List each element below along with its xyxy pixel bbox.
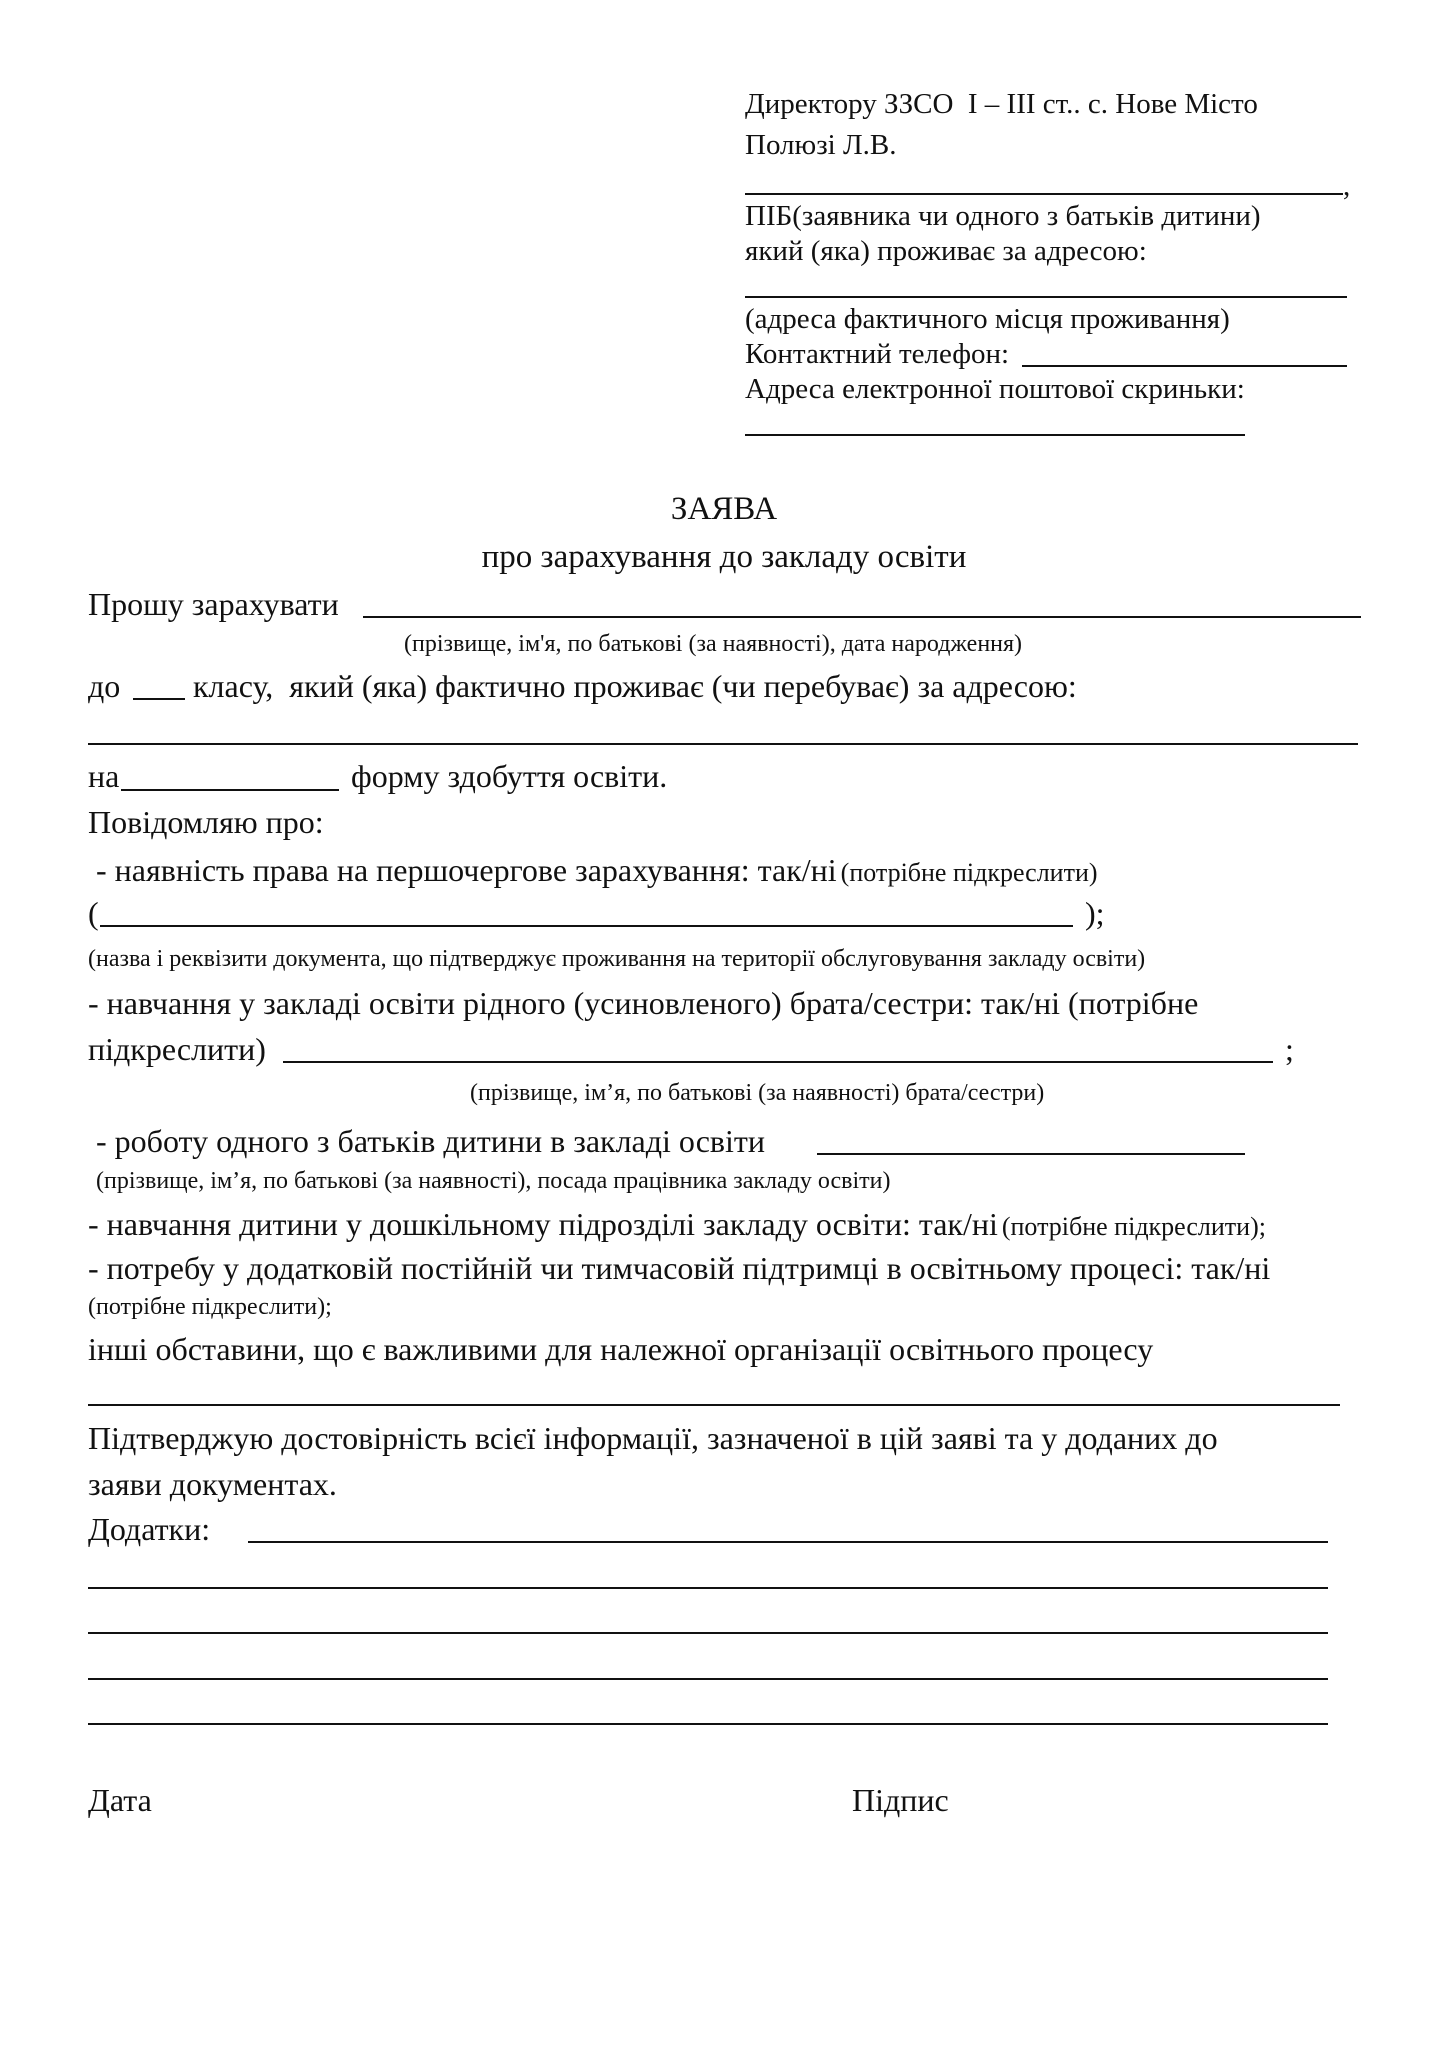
applicant-name-hint: ПІБ(заявника чи одного з батьків дитини) <box>745 200 1261 232</box>
date-label: Дата <box>88 1782 152 1818</box>
priority-document-hint: (назва і реквізити документа, що підтверджує проживання на території обслуговування закладу освіти) <box>88 946 1146 972</box>
confirm-line1: Підтверджую достовірність всієї інформації, зазначеної в цій заяві та у доданих до <box>88 1420 1218 1456</box>
study-prefix: на <box>88 758 120 794</box>
class-prefix: до <box>88 668 121 704</box>
child-address-field[interactable] <box>88 743 1358 745</box>
support-note: (потрібне підкреслити); <box>88 1294 332 1320</box>
confirm-line2: заяви документах. <box>88 1466 337 1502</box>
doc-close-paren: ); <box>1085 895 1105 931</box>
header-recipient-line2: Полюзі Л.В. <box>745 129 897 161</box>
phone-field[interactable] <box>1022 365 1347 367</box>
priority-note: (потрібне підкреслити) <box>840 858 1098 887</box>
header-recipient-line1: Директору ЗЗСО І – ІІІ ст.. с. Нове Місто <box>745 88 1258 120</box>
applicant-address-field[interactable] <box>745 296 1347 298</box>
other-circumstances-text: інші обставини, що є важливими для належної організації освітнього процесу <box>88 1331 1154 1367</box>
signature-label: Підпис <box>852 1782 949 1818</box>
address-hint: (адреса фактичного місця проживання) <box>745 303 1230 335</box>
parent-work-field[interactable] <box>817 1153 1245 1155</box>
attachments-field-4[interactable] <box>88 1678 1328 1680</box>
document-subtitle: про зарахування до закладу освіти <box>481 539 967 575</box>
child-name-hint: (прізвище, ім'я, по батькові (за наявності), дата народження) <box>404 631 1023 657</box>
sibling-line2: підкреслити) <box>88 1031 266 1067</box>
class-suffix: класу, який (яка) фактично проживає (чи перебуває) за адресою: <box>193 668 1077 704</box>
priority-line <box>88 852 1098 889</box>
preschool-line <box>88 1206 1266 1243</box>
attachments-field-3[interactable] <box>88 1632 1328 1634</box>
sibling-hint: (прізвище, ім’я, по батькові (за наявності) брата/сестри) <box>470 1080 1045 1106</box>
study-form-field[interactable] <box>121 789 339 791</box>
preschool-text: - навчання дитини у дошкільному підрозділі закладу освіти: так/ні <box>88 1206 998 1242</box>
sibling-end: ; <box>1285 1031 1294 1067</box>
email-label: Адреса електронної поштової скриньки: <box>745 373 1245 405</box>
sibling-name-field[interactable] <box>283 1061 1273 1063</box>
support-text: - потребу у додатковій постійній чи тимчасовій підтримці в освітньому процесі: так/ні <box>88 1250 1271 1286</box>
study-suffix: форму здобуття освіти. <box>351 758 668 794</box>
address-intro: який (яка) проживає за адресою: <box>745 235 1147 267</box>
applicant-name-field[interactable] <box>745 193 1343 195</box>
document-title: ЗАЯВА <box>670 491 778 527</box>
attachments-field-1[interactable] <box>248 1541 1328 1543</box>
preschool-note: (потрібне підкреслити); <box>1001 1212 1266 1241</box>
notify-heading: Повідомляю про: <box>88 804 324 840</box>
class-number-field[interactable] <box>133 698 185 700</box>
priority-text: - наявність права на першочергове зарахування: так/ні <box>88 852 837 888</box>
enroll-label: Прошу зарахувати <box>88 586 339 622</box>
priority-document-field[interactable] <box>100 925 1073 927</box>
attachments-field-2[interactable] <box>88 1587 1328 1589</box>
phone-label: Контактний телефон: <box>745 338 1010 370</box>
parent-work-text: - роботу одного з батьків дитини в закладі освіти <box>88 1123 766 1159</box>
attachments-field-5[interactable] <box>88 1723 1328 1725</box>
header-name-comma: , <box>1343 170 1351 202</box>
sibling-line1: - навчання у закладі освіти рідного (усиновленого) брата/сестри: так/ні (потрібне <box>88 985 1199 1021</box>
attachments-label: Додатки: <box>88 1511 211 1547</box>
parent-work-hint: (прізвище, ім’я, по батькові (за наявності), посада працівника закладу освіти) <box>96 1168 891 1194</box>
email-field[interactable] <box>745 434 1245 436</box>
child-name-field[interactable] <box>363 616 1361 618</box>
doc-open-paren: ( <box>88 895 99 931</box>
other-circumstances-field[interactable] <box>88 1404 1340 1406</box>
